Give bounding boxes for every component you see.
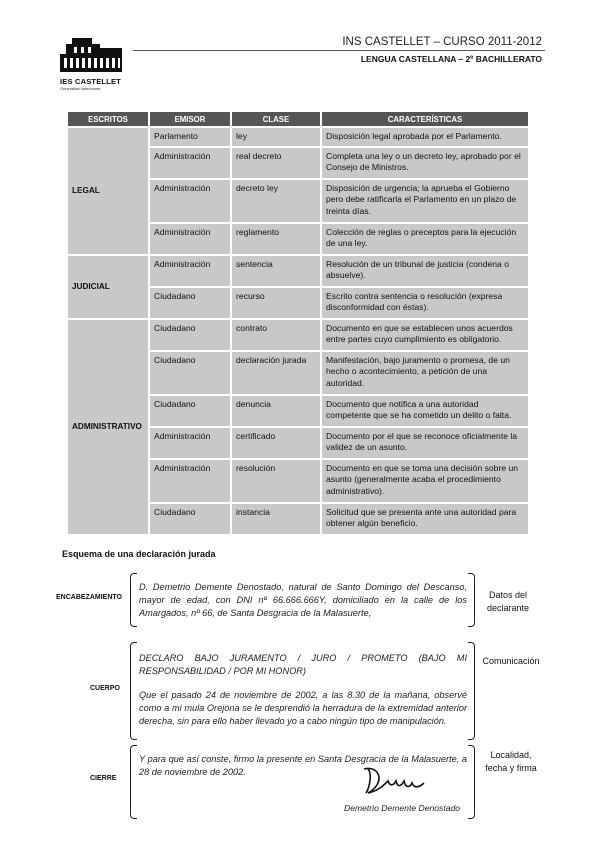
cell-clase: decreto ley: [231, 179, 321, 223]
header-divider: [133, 50, 545, 51]
cierre-brace-left: [130, 745, 137, 819]
cell-emisor: Ciudadano: [149, 319, 231, 351]
cell-clase: declaración jurada: [231, 351, 321, 395]
encabezamiento-brace-right: [468, 573, 475, 627]
cell-emisor: Ciudadano: [149, 395, 231, 427]
escritos-table: [66, 110, 530, 536]
cell-clase: reglamento: [231, 223, 321, 255]
cell-clase: ley: [231, 127, 321, 147]
cell-emisor: Ciudadano: [149, 503, 231, 535]
cell-clase: denuncia: [231, 395, 321, 427]
group-administrativo: ADMINISTRATIVO: [67, 319, 149, 535]
cell-clase: certificado: [231, 427, 321, 459]
cell-emisor: Ciudadano: [149, 287, 231, 319]
col-header-emisor: EMISOR: [149, 111, 231, 127]
col-header-escritos: ESCRITOS: [67, 111, 149, 127]
cuerpo-brace-left: [130, 642, 137, 740]
cell-caracteristicas: Documento en que se toma una decisión sobre un asunto (generalmente acaba el procedimiento administrativo).: [321, 459, 529, 503]
encabezamiento-text: D. Demetrio Demente Denostado, natural de Santo Domingo del Descanso, mayor de edad, con DNI nº 66.666.666Y, domiciliado en la calle de los Amargados, nº 66, de Santa Desgracia de la Malasuerte,: [139, 582, 467, 618]
cell-clase: recurso: [231, 287, 321, 319]
cuerpo-side-label: Comunicación: [482, 656, 540, 666]
table-row: [67, 255, 529, 287]
logo-subtext: Generalitat Valenciana: [60, 86, 101, 91]
cell-caracteristicas: Disposición legal aprobada por el Parlamento.: [321, 127, 529, 147]
cuerpo-declaracion: DECLARO BAJO JURAMENTO / JURO / PROMETO (BAJO MI RESPONSABILIDAD / POR MI HONOR): [139, 653, 467, 676]
cell-emisor: Administración: [149, 459, 231, 503]
table-row: [67, 127, 529, 147]
cell-clase: instancia: [231, 503, 321, 535]
encabezamiento-side-label: Datos del declarante: [486, 590, 530, 613]
cell-caracteristicas: Escrito contra sentencia o resolución (expresa disconformidad con éstas).: [321, 287, 529, 319]
cell-caracteristicas: Completa una ley o un decreto ley, aprobado por el Consejo de Ministros.: [321, 147, 529, 179]
cell-caracteristicas: Documento por el que se reconoce oficialmente la validez de un asunto.: [321, 427, 529, 459]
cell-emisor: Administración: [149, 147, 231, 179]
cell-caracteristicas: Documento que notifica a una autoridad competente que se ha cometido un delito o falta.: [321, 395, 529, 427]
encabezamiento-brace-left: [130, 573, 137, 627]
cell-clase: sentencia: [231, 255, 321, 287]
cell-caracteristicas: Solicitud que se presenta ante una autoridad para obtener algún beneficio.: [321, 503, 529, 535]
cierre-brace-right: [468, 745, 475, 819]
cell-emisor: Administración: [149, 223, 231, 255]
cell-caracteristicas: Colección de reglas o preceptos para la ejecución de una ley.: [321, 223, 529, 255]
table-header-row: [67, 111, 529, 127]
cell-clase: resolución: [231, 459, 321, 503]
cell-emisor: Administración: [149, 179, 231, 223]
table-row: [67, 319, 529, 351]
cell-clase: real decreto: [231, 147, 321, 179]
cell-caracteristicas: Disposición de urgencia; la aprueba el Gobierno pero debe ratificarla el Parlamento en un plazo de treinta días.: [321, 179, 529, 223]
cuerpo-label: CUERPO: [90, 685, 120, 692]
subject-title: LENGUA CASTELLANA – 2º BACHILLERATO: [360, 54, 542, 64]
cierre-side-label: Localidad, fecha y firma: [485, 750, 537, 773]
cierre-label: CIERRE: [90, 775, 117, 782]
esquema-title: Esquema de una declaración jurada: [62, 549, 216, 559]
group-judicial: JUDICIAL: [67, 255, 149, 319]
cell-emisor: Parlamento: [149, 127, 231, 147]
logo-text: IES CASTELLET: [60, 77, 121, 86]
cell-caracteristicas: Documento en que se establecen unos acuerdos entre partes cuyo cumplimiento es obligatorio.: [321, 319, 529, 351]
cierre-text: Y para que así conste, firmo la presente en Santa Desgracia de la Malasuerte, a 28 de noviembre de 2002.: [139, 754, 467, 777]
cell-clase: contrato: [231, 319, 321, 351]
group-legal: LEGAL: [67, 127, 149, 255]
cell-emisor: Administración: [149, 427, 231, 459]
cell-caracteristicas: Manifestación, bajo juramento o promesa, de un hecho o acontecimiento, a petición de una autoridad.: [321, 351, 529, 395]
cell-caracteristicas: Resolución de un tribunal de justicia (condena o absuelve).: [321, 255, 529, 287]
cell-emisor: Ciudadano: [149, 351, 231, 395]
course-title: INS CASTELLET – CURSO 2011-2012: [342, 36, 542, 48]
cell-emisor: Administración: [149, 255, 231, 287]
signature-image: [358, 763, 432, 799]
signer-name: Demetrio Demente Denostado: [344, 803, 461, 813]
col-header-caracteristicas: CARACTERÍSTICAS: [321, 111, 529, 127]
cuerpo-brace-right: [468, 642, 475, 740]
cuerpo-text: Que el pasado 24 de noviembre de 2002, a las 8.30 de la mañana, observé como a mi mula Orejona se le desprendió la herradura de la extremidad anterior derecha, sin para ello haber llevado yo a cabo ningún tipo de manipulación.: [139, 690, 467, 726]
encabezamiento-label: ENCABEZAMIENTO: [56, 594, 122, 601]
col-header-clase: CLASE: [231, 111, 321, 127]
